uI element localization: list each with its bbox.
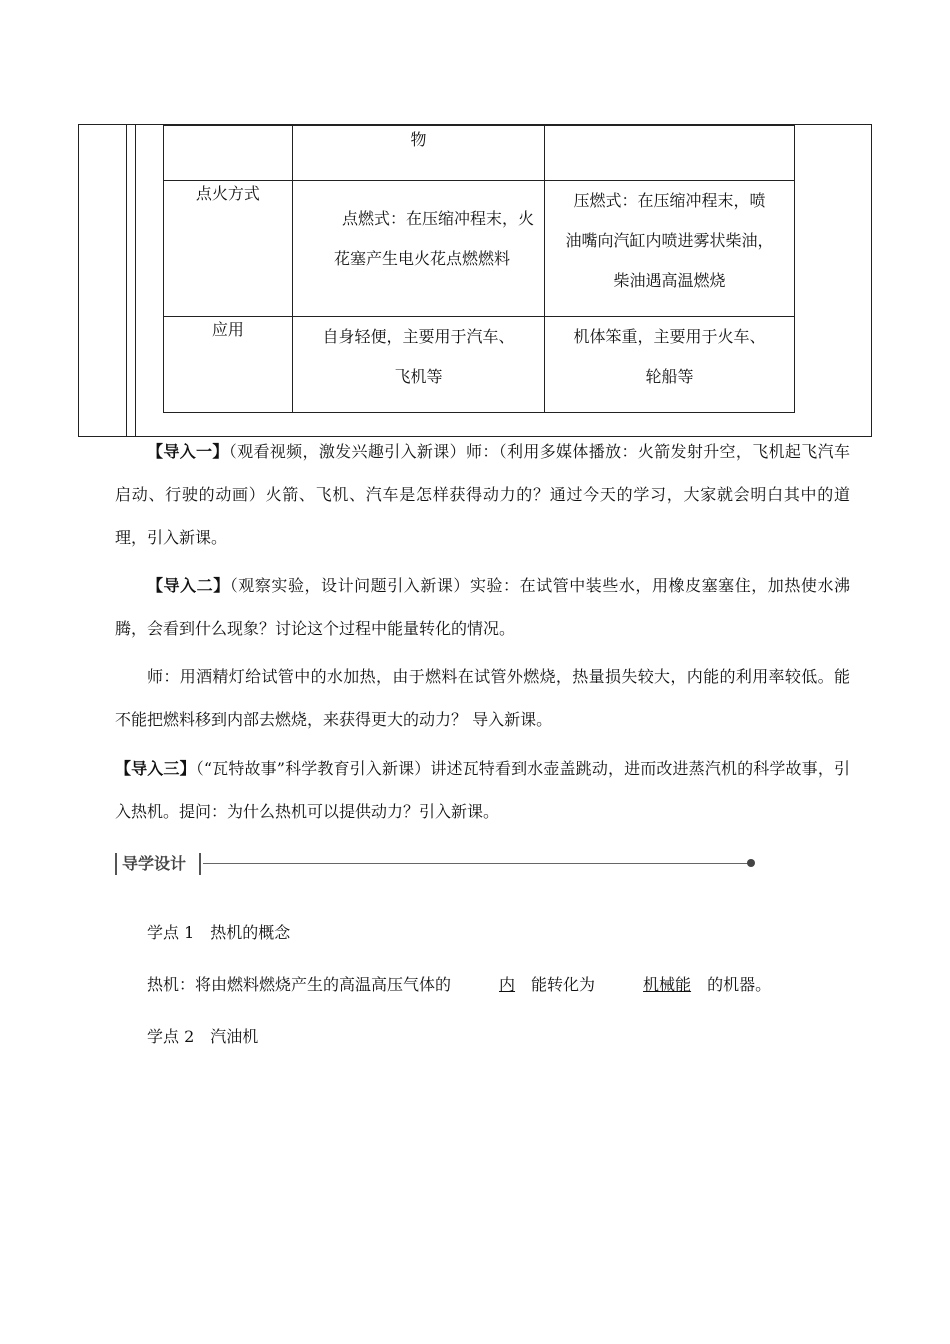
- table-cell: 物: [292, 126, 544, 181]
- intro-three-text: （“瓦特故事”科学教育引入新课）讲述瓦特看到水壶盖跳动，进而改进蒸汽机的科学故事，引入热机。提问：为什么热机可以提供动力？引入新课。: [115, 759, 850, 821]
- answer-blank-1: 内: [499, 975, 516, 994]
- definition-prefix: 热机：将由燃料燃烧产生的高温高压气体的: [147, 975, 452, 994]
- cell-line: 轮船等: [645, 367, 694, 386]
- table-row: [164, 126, 795, 181]
- cell-line: 花塞产生电火花点燃燃料: [334, 249, 511, 268]
- bullet-dot-icon: [747, 859, 755, 867]
- intro-one-text: （观看视频，激发兴趣引入新课）师：（利用多媒体播放：火箭发射升空，飞机起飞汽车启动、行驶的动画）火箭、飞机、汽车是怎样获得动力的？通过今天的学习，大家就会明白其中的道理，引入新课。: [115, 442, 850, 547]
- point-two-heading: 学点 2 汽油机: [147, 1027, 259, 1046]
- section-banner: [115, 851, 755, 879]
- cell-line: 点燃式：在压缩冲程末，火: [342, 209, 535, 228]
- answer-blank-2: 机械能: [643, 975, 692, 994]
- definition-line: [115, 963, 850, 1006]
- table-row: [164, 317, 795, 413]
- table-cell: [164, 126, 293, 181]
- definition-middle: 能转化为: [531, 975, 596, 994]
- cell-line: 压燃式：在压缩冲程末，喷: [573, 191, 766, 210]
- table-row: [164, 181, 795, 317]
- table-cell-gasoline-ignition: [292, 181, 544, 317]
- intro-one-tag: 【导入一】: [147, 442, 229, 461]
- table-cell-gasoline-application: [292, 317, 544, 413]
- intro-one-paragraph: [115, 430, 850, 559]
- teacher-paragraph: 师：用酒精灯给试管中的水加热，由于燃料在试管外燃烧，热量损失较大，内能的利用率较低。能不能把燃料移到内部去燃烧，来获得更大的动力？ 导入新课。: [115, 667, 850, 729]
- frame-divider-2: [135, 124, 136, 437]
- cell-line: 飞机等: [394, 367, 443, 386]
- table-cell-diesel-ignition: [545, 181, 795, 317]
- intro-two-tag: 【导入二】: [147, 576, 230, 595]
- frame-divider-1: [126, 124, 127, 437]
- intro-two-text: （观察实验，设计问题引入新课）实验：在试管中装些水，用橡皮塞塞住，加热使水沸腾，会看到什么现象？讨论这个过程中能量转化的情况。: [115, 576, 850, 638]
- table-cell-application-label: 应用: [164, 317, 293, 413]
- table-cell-ignition-label: 点火方式: [164, 181, 293, 317]
- banner-divider: [199, 853, 201, 875]
- cell-line: 机体笨重，主要用于火车、: [573, 327, 766, 346]
- banner-rule: [203, 863, 751, 864]
- intro-three-paragraph: [115, 747, 850, 833]
- cell-line: 柴油遇高温燃烧: [613, 271, 726, 290]
- comparison-table: [163, 125, 795, 413]
- point-one-heading: 学点 1 热机的概念: [147, 923, 291, 942]
- table-cell-diesel-application: [545, 317, 795, 413]
- intro-two-paragraph: [115, 564, 850, 650]
- definition-suffix: 的机器。: [707, 975, 772, 994]
- intro-three-tag: 【导入三】: [115, 759, 196, 778]
- table-cell: [545, 126, 795, 181]
- banner-left-bar: [115, 853, 117, 875]
- cell-line: 油嘴向汽缸内喷进雾状柴油，: [565, 231, 774, 250]
- cell-line: 自身轻便，主要用于汽车、: [322, 327, 515, 346]
- section-title: 导学设计: [122, 854, 187, 873]
